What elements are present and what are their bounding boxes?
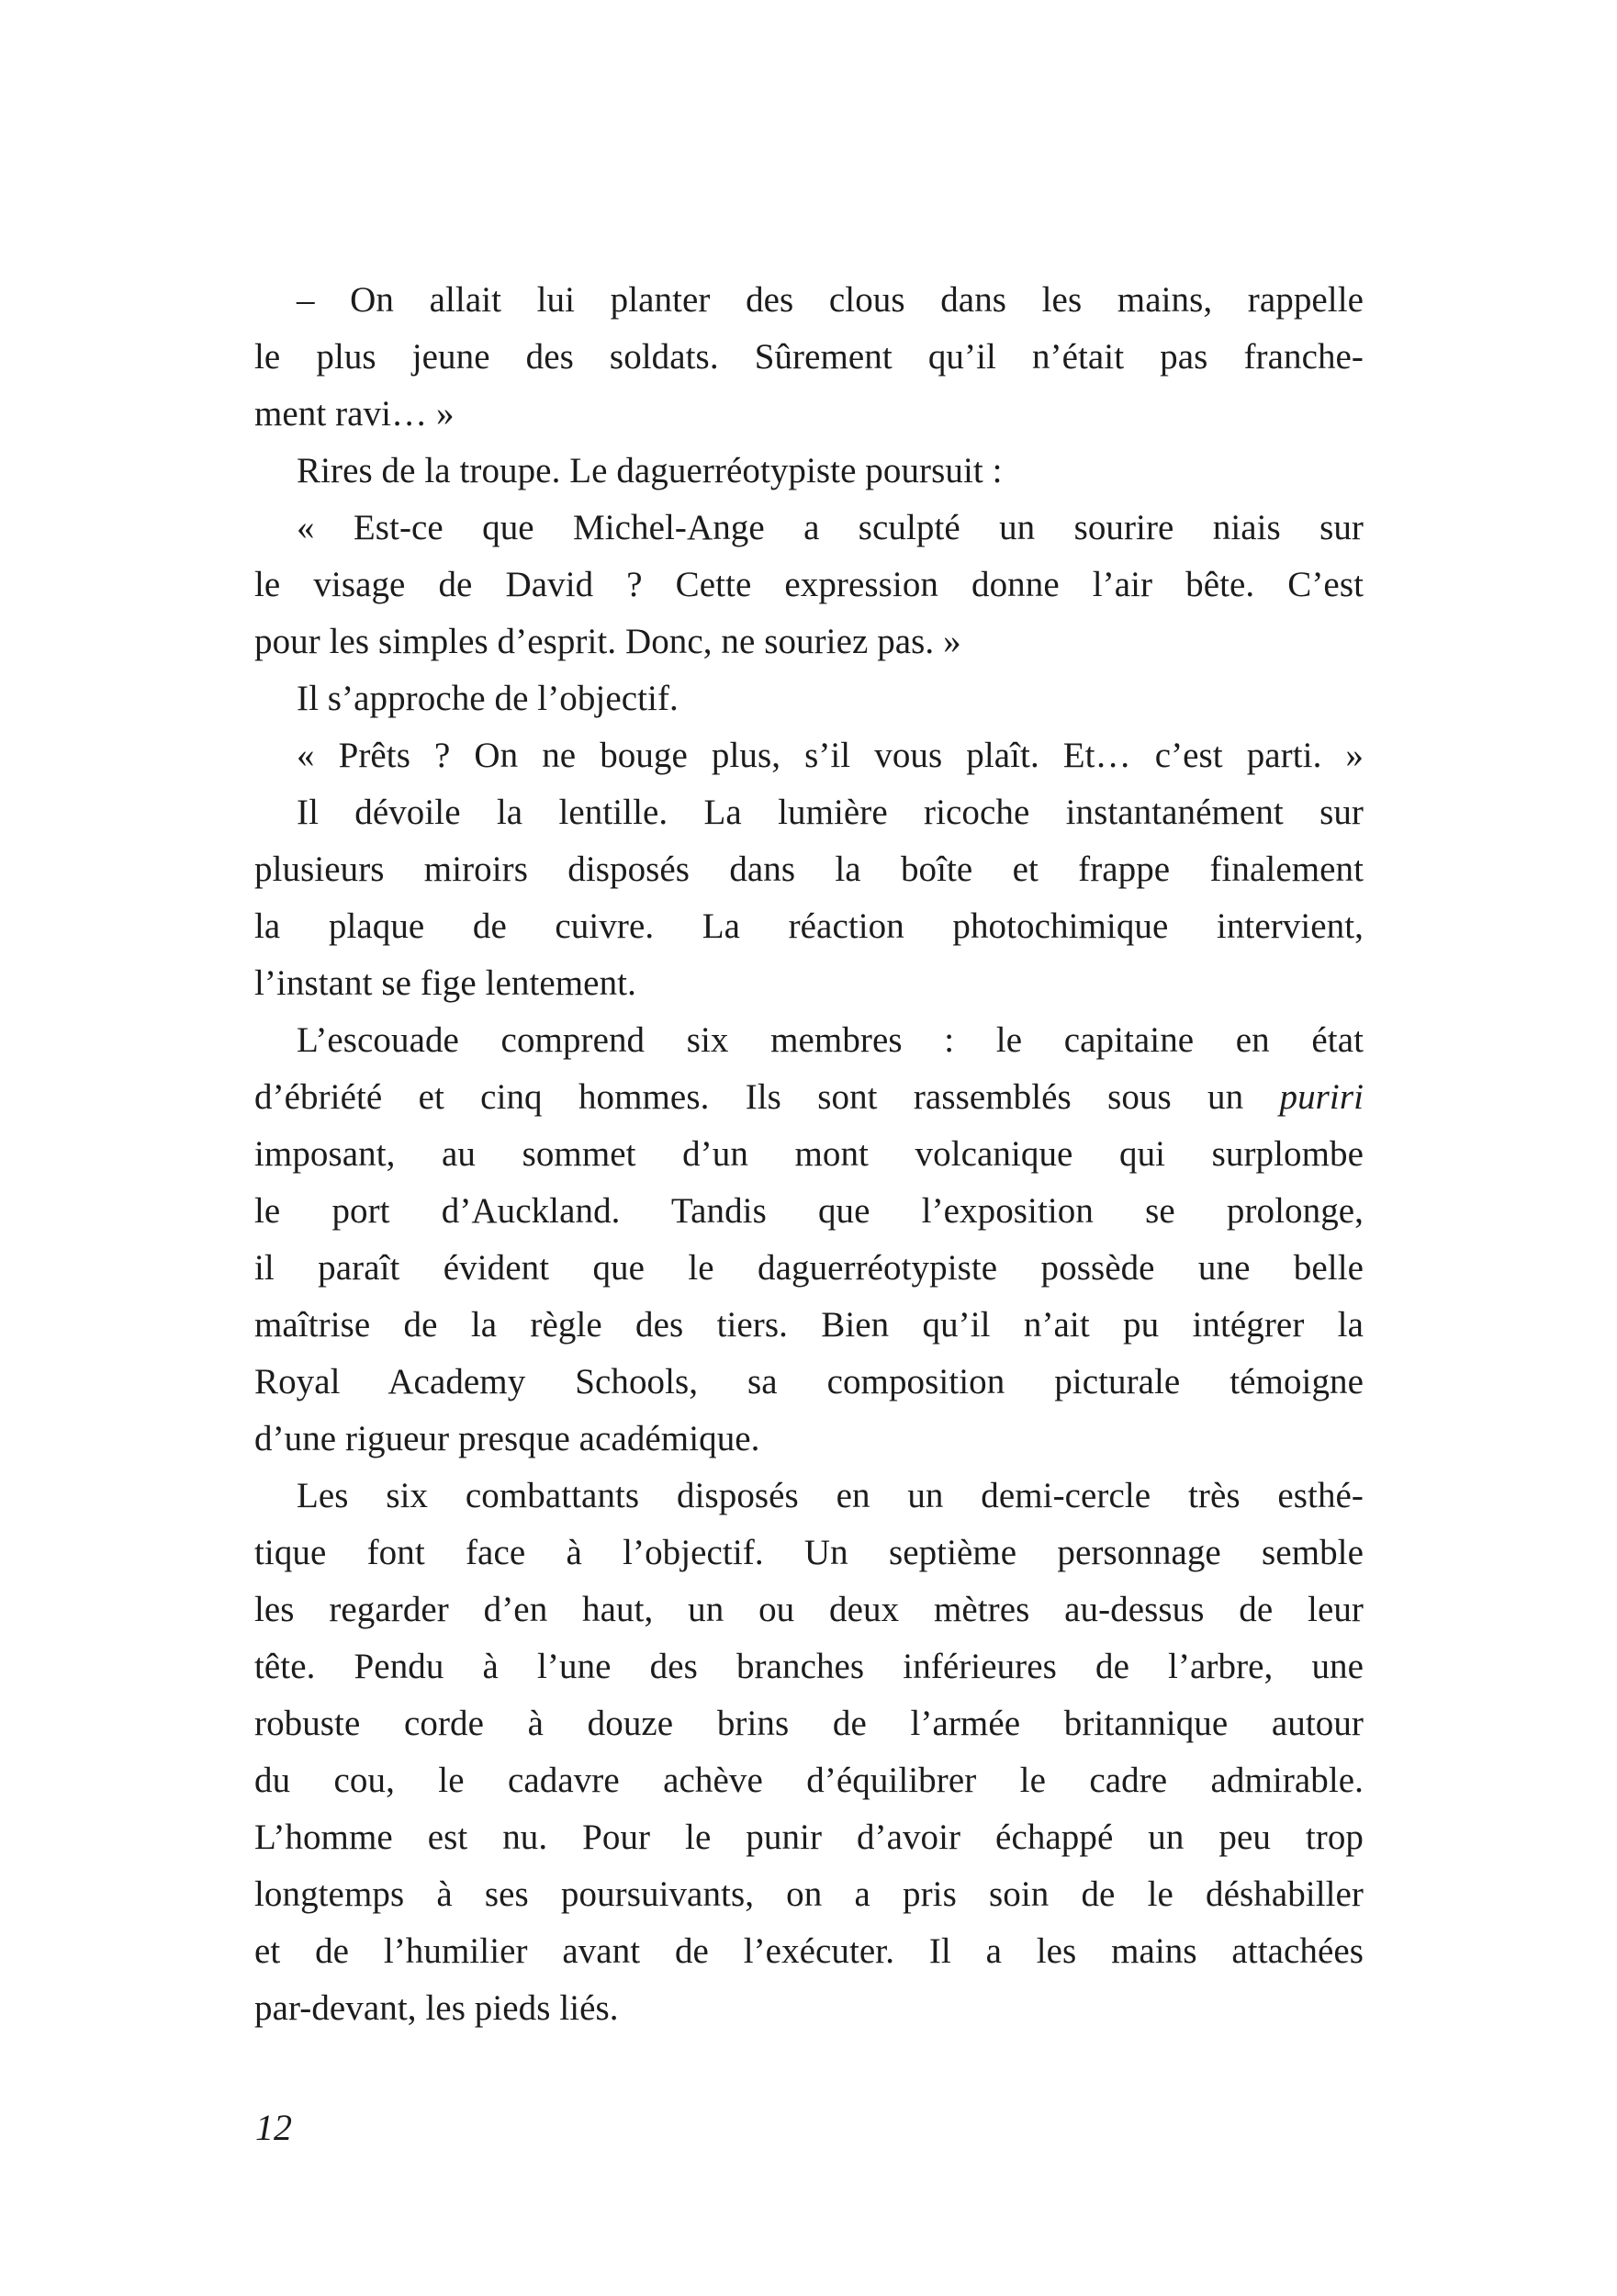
text-line	[254, 329, 1364, 386]
text-segment: Il dévoile la lentille. La lumière ricoche instantanément sur	[297, 793, 1364, 832]
text-segment: l’instant se fige lentement.	[254, 963, 636, 1003]
text-segment: la plaque de cuivre. La réaction photochimique intervient,	[254, 906, 1364, 946]
text-segment: pour les simples d’esprit. Donc, ne souriez pas. »	[254, 622, 961, 661]
text-line	[254, 1297, 1364, 1354]
text-line	[254, 1126, 1364, 1183]
text-segment: longtemps à ses poursuivants, on a pris soin de le déshabiller	[254, 1874, 1364, 1914]
text-segment: tique font face à l’objectif. Un septième personnage semble	[254, 1533, 1364, 1572]
text-line	[254, 1411, 1364, 1468]
text-line	[254, 784, 1364, 841]
text-segment: maîtrise de la règle des tiers. Bien qu’il n’ait pu intégrer la	[254, 1305, 1364, 1345]
text-line	[254, 1809, 1364, 1866]
text-segment: le visage de David ? Cette expression donne l’air bête. C’est	[254, 565, 1364, 604]
text-line	[254, 1240, 1364, 1297]
text-segment: – On allait lui planter des clous dans les mains, rappelle	[297, 280, 1364, 320]
text-line	[254, 841, 1364, 898]
text-segment: L’homme est nu. Pour le punir d’avoir échappé un peu trop	[254, 1818, 1364, 1857]
text-line	[254, 1923, 1364, 1980]
text-line	[254, 1525, 1364, 1581]
text-line	[254, 1638, 1364, 1695]
text-segment: ment ravi… »	[254, 394, 455, 433]
text-line	[254, 557, 1364, 613]
text-line	[254, 1069, 1364, 1126]
text-segment: « Prêts ? On ne bouge plus, s’il vous plaît. Et… c’est parti. »	[297, 736, 1364, 775]
text-line	[254, 1468, 1364, 1525]
text-line	[254, 727, 1364, 784]
text-segment: tête. Pendu à l’une des branches inférieures de l’arbre, une	[254, 1647, 1364, 1686]
text-segment: il paraît évident que le daguerréotypiste possède une belle	[254, 1248, 1364, 1288]
text-line	[254, 386, 1364, 443]
text-segment: Rires de la troupe. Le daguerréotypiste poursuit :	[297, 451, 1003, 490]
text-segment: Royal Academy Schools, sa composition picturale témoigne	[254, 1362, 1364, 1401]
text-line	[254, 1980, 1364, 2037]
text-line	[254, 1581, 1364, 1638]
text-line	[254, 1695, 1364, 1752]
text-line	[254, 670, 1364, 727]
text-segment: Il s’approche de l’objectif.	[297, 679, 679, 718]
text-line	[254, 1354, 1364, 1411]
text-segment: le plus jeune des soldats. Sûrement qu’il n’était pas franche-	[254, 337, 1364, 377]
text-segment: d’une rigueur presque académique.	[254, 1419, 760, 1458]
text-line	[254, 1183, 1364, 1240]
text-segment: d’ébriété et cinq hommes. Ils sont rassemblés sous un	[254, 1077, 1280, 1117]
text-line	[254, 272, 1364, 329]
body-text-block	[254, 272, 1364, 2037]
text-line	[254, 443, 1364, 500]
text-segment: par-devant, les pieds liés.	[254, 1988, 619, 2028]
text-line	[254, 898, 1364, 955]
text-segment: les regarder d’en haut, un ou deux mètres au-dessus de leur	[254, 1590, 1364, 1629]
text-line	[254, 500, 1364, 557]
text-line	[254, 1012, 1364, 1069]
text-segment: plusieurs miroirs disposés dans la boîte et frappe finalement	[254, 850, 1364, 889]
text-segment: imposant, au sommet d’un mont volcanique qui surplombe	[254, 1134, 1364, 1174]
text-segment: L’escouade comprend six membres : le capitaine en état	[297, 1020, 1364, 1060]
text-line	[254, 1866, 1364, 1923]
text-segment: et de l’humilier avant de l’exécuter. Il a les mains attachées	[254, 1931, 1364, 1971]
text-line	[254, 1752, 1364, 1809]
italic-text-segment: puriri	[1279, 1077, 1364, 1117]
text-segment: robuste corde à douze brins de l’armée britannique autour	[254, 1704, 1364, 1743]
text-line	[254, 955, 1364, 1012]
text-line	[254, 613, 1364, 670]
text-segment: Les six combattants disposés en un demi-cercle très esthé-	[297, 1476, 1364, 1515]
text-segment: du cou, le cadavre achève d’équilibrer le cadre admirable.	[254, 1761, 1364, 1800]
text-segment: « Est-ce que Michel-Ange a sculpté un sourire niais sur	[297, 508, 1364, 547]
text-segment: le port d’Auckland. Tandis que l’exposition se prolonge,	[254, 1191, 1364, 1231]
page-number: 12	[255, 2107, 292, 2148]
